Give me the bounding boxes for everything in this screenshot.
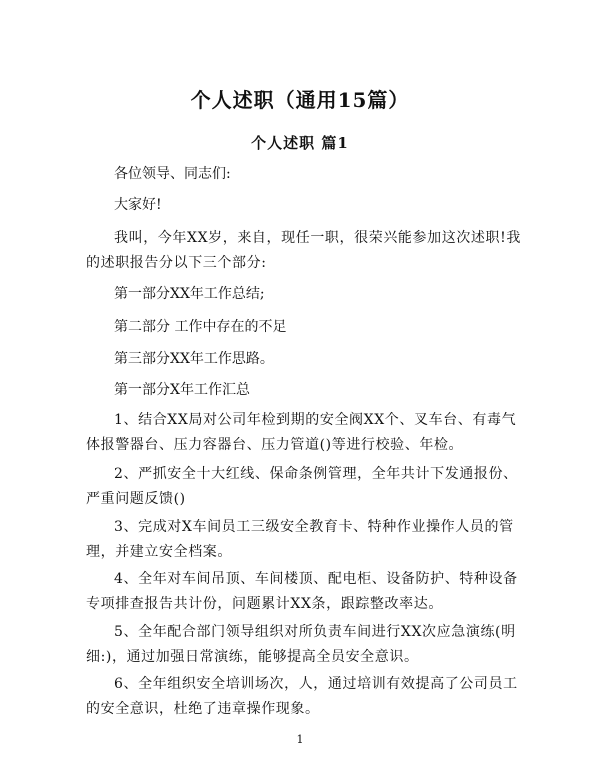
- paragraph-part-two: 第二部分 工作中存在的不足: [114, 319, 287, 335]
- paragraph-part-three: 第三部分XX年工作思路。: [114, 351, 274, 367]
- document-title: 个人述职（通用15篇）: [190, 88, 410, 112]
- paragraph-part-one: 第一部分XX年工作总结;: [114, 286, 265, 302]
- paragraph-item-2: 2、严抓安全十大红线、保命条例管理，全年共计下发通报份、严重问题反馈(): [86, 466, 518, 507]
- section-heading: 个人述职 篇1: [251, 134, 349, 152]
- paragraph-item-6: 6、全年组织安全培训场次，人，通过培训有效提高了公司员工的安全意识，杜绝了违章操作现象。: [86, 676, 518, 717]
- paragraph-intro: 我叫，今年XX岁，来自，现任一职，很荣兴能参加这次述职!我的述职报告分以下三个部分:: [86, 230, 521, 271]
- paragraph-greeting: 各位领导、同志们:: [114, 166, 231, 182]
- paragraph-item-1: 1、结合XX局对公司年检到期的安全阀XX个、叉车台、有毒气体报警器台、压力容器台、压力管道()等进行校验、年检。: [86, 412, 517, 453]
- page-number: 1: [296, 733, 304, 746]
- paragraph-section-summary: 第一部分X年工作汇总: [114, 382, 250, 398]
- paragraph-item-3: 3、完成对X车间员工三级安全教育卡、特种作业操作人员的管理，并建立安全档案。: [86, 519, 514, 560]
- paragraph-item-4: 4、全年对车间吊顶、车间楼顶、配电柜、设备防护、特种设备专项排查报告共计份，问题累计XX条，跟踪整改率达。: [86, 571, 518, 612]
- paragraph-hello: 大家好!: [114, 197, 162, 213]
- paragraph-item-5: 5、全年配合部门领导组织对所负责车间进行XX次应急演练(明细:)，通过加强日常演练，能够提高全员安全意识。: [86, 624, 516, 665]
